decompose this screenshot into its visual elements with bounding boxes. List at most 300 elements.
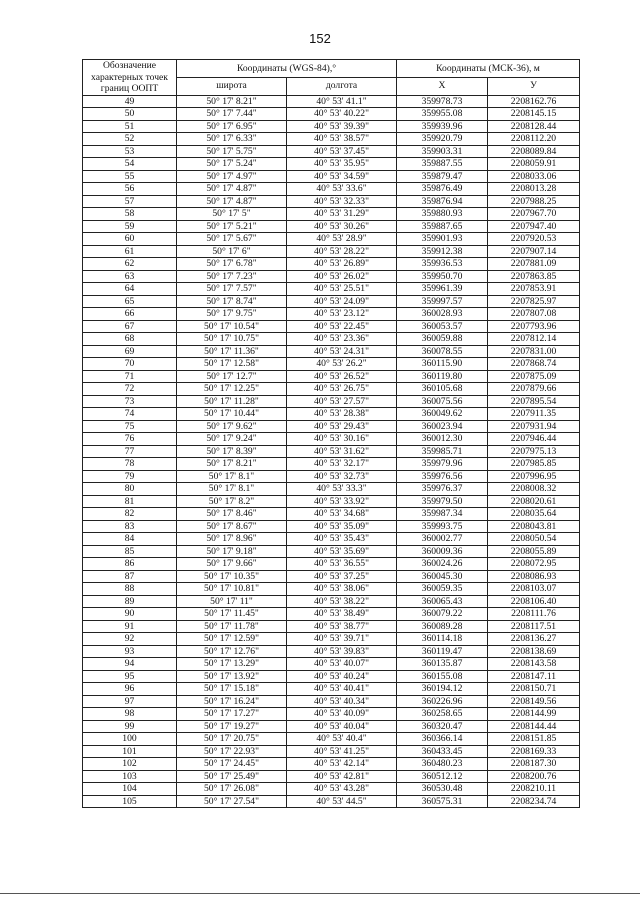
table-row <box>83 308 580 321</box>
x-coordinate-cell: 359976.56 <box>397 470 488 483</box>
x-coordinate-cell: 359880.93 <box>397 208 488 221</box>
page-number: 152 <box>309 31 331 46</box>
latitude-cell: 50° 17' 8.67" <box>177 520 287 533</box>
point-number-cell: 58 <box>83 208 177 221</box>
point-number-cell: 78 <box>83 458 177 471</box>
y-coordinate-cell: 2207895.54 <box>488 395 580 408</box>
latitude-cell: 50° 17' 12.7" <box>177 370 287 383</box>
latitude-cell: 50° 17' 8.39" <box>177 445 287 458</box>
x-coordinate-cell: 360575.31 <box>397 795 488 808</box>
table-row <box>83 745 580 758</box>
x-coordinate-cell: 360119.47 <box>397 645 488 658</box>
latitude-cell: 50° 17' 26.08" <box>177 783 287 796</box>
point-number-cell: 95 <box>83 670 177 683</box>
longitude-cell: 40° 53' 27.57" <box>287 395 397 408</box>
point-number-cell: 79 <box>83 470 177 483</box>
point-number-cell: 93 <box>83 645 177 658</box>
page-bottom-divider <box>0 893 640 894</box>
x-coordinate-cell: 359901.93 <box>397 233 488 246</box>
point-number-cell: 104 <box>83 783 177 796</box>
longitude-cell: 40° 53' 32.33" <box>287 195 397 208</box>
x-coordinate-cell: 359955.08 <box>397 108 488 121</box>
x-coordinate-cell: 359879.47 <box>397 170 488 183</box>
y-coordinate-cell: 2208033.06 <box>488 170 580 183</box>
table-row <box>83 120 580 133</box>
point-number-cell: 53 <box>83 145 177 158</box>
latitude-cell: 50° 17' 11.28" <box>177 395 287 408</box>
table-header <box>83 60 580 96</box>
longitude-cell: 40° 53' 35.95" <box>287 158 397 171</box>
point-number-cell: 74 <box>83 408 177 421</box>
x-coordinate-cell: 359912.38 <box>397 245 488 258</box>
table-row <box>83 708 580 721</box>
longitude-cell: 40° 53' 35.69" <box>287 545 397 558</box>
table-row <box>83 795 580 808</box>
longitude-cell: 40° 53' 23.12" <box>287 308 397 321</box>
point-number-cell: 56 <box>83 183 177 196</box>
table-row <box>83 545 580 558</box>
table-row <box>83 158 580 171</box>
longitude-cell: 40° 53' 31.62" <box>287 445 397 458</box>
longitude-cell: 40° 53' 34.59" <box>287 170 397 183</box>
y-coordinate-cell: 2207920.53 <box>488 233 580 246</box>
latitude-cell: 50° 17' 9.18" <box>177 545 287 558</box>
y-coordinate-cell: 2208103.07 <box>488 583 580 596</box>
latitude-cell: 50° 17' 7.44" <box>177 108 287 121</box>
longitude-cell: 40° 53' 29.43" <box>287 420 397 433</box>
longitude-cell: 40° 53' 36.55" <box>287 558 397 571</box>
x-coordinate-cell: 359987.34 <box>397 508 488 521</box>
point-number-cell: 59 <box>83 220 177 233</box>
table-row <box>83 283 580 296</box>
latitude-cell: 50° 17' 16.24" <box>177 695 287 708</box>
x-coordinate-cell: 359887.65 <box>397 220 488 233</box>
point-number-cell: 97 <box>83 695 177 708</box>
header-designation: Обозначение характерных точек границ ООПТ <box>83 60 177 96</box>
latitude-cell: 50° 17' 12.25" <box>177 383 287 396</box>
x-coordinate-cell: 359997.57 <box>397 295 488 308</box>
table-row <box>83 495 580 508</box>
longitude-cell: 40° 53' 37.25" <box>287 570 397 583</box>
table-row <box>83 183 580 196</box>
x-coordinate-cell: 359979.50 <box>397 495 488 508</box>
latitude-cell: 50° 17' 7.57" <box>177 283 287 296</box>
y-coordinate-cell: 2207985.85 <box>488 458 580 471</box>
x-coordinate-cell: 360045.30 <box>397 570 488 583</box>
x-coordinate-cell: 359903.31 <box>397 145 488 158</box>
table-row <box>83 433 580 446</box>
latitude-cell: 50° 17' 7.23" <box>177 270 287 283</box>
x-coordinate-cell: 360194.12 <box>397 683 488 696</box>
longitude-cell: 40° 53' 35.43" <box>287 533 397 546</box>
table-row <box>83 420 580 433</box>
point-number-cell: 72 <box>83 383 177 396</box>
table-row <box>83 520 580 533</box>
table-row <box>83 470 580 483</box>
latitude-cell: 50° 17' 8.96" <box>177 533 287 546</box>
latitude-cell: 50° 17' 10.81" <box>177 583 287 596</box>
longitude-cell: 40° 53' 40.34" <box>287 695 397 708</box>
point-number-cell: 67 <box>83 320 177 333</box>
y-coordinate-cell: 2208072.95 <box>488 558 580 571</box>
longitude-cell: 40° 53' 40.4" <box>287 733 397 746</box>
longitude-cell: 40° 53' 40.24" <box>287 670 397 683</box>
latitude-cell: 50° 17' 20.75" <box>177 733 287 746</box>
y-coordinate-cell: 2207947.40 <box>488 220 580 233</box>
table-row <box>83 333 580 346</box>
point-number-cell: 88 <box>83 583 177 596</box>
longitude-cell: 40° 53' 38.77" <box>287 620 397 633</box>
point-number-cell: 70 <box>83 358 177 371</box>
table-row <box>83 358 580 371</box>
y-coordinate-cell: 2208020.61 <box>488 495 580 508</box>
y-coordinate-cell: 2207881.09 <box>488 258 580 271</box>
longitude-cell: 40° 53' 42.81" <box>287 770 397 783</box>
y-coordinate-cell: 2208169.33 <box>488 745 580 758</box>
x-coordinate-cell: 359887.55 <box>397 158 488 171</box>
y-coordinate-cell: 2208117.51 <box>488 620 580 633</box>
y-coordinate-cell: 2208136.27 <box>488 633 580 646</box>
y-coordinate-cell: 2207988.25 <box>488 195 580 208</box>
table-row <box>83 95 580 108</box>
latitude-cell: 50° 17' 5.67" <box>177 233 287 246</box>
latitude-cell: 50° 17' 10.35" <box>177 570 287 583</box>
x-coordinate-cell: 360059.88 <box>397 333 488 346</box>
y-coordinate-cell: 2208210.11 <box>488 783 580 796</box>
y-coordinate-cell: 2208086.93 <box>488 570 580 583</box>
point-number-cell: 65 <box>83 295 177 308</box>
latitude-cell: 50° 17' 10.75" <box>177 333 287 346</box>
table-row <box>83 445 580 458</box>
longitude-cell: 40° 53' 39.83" <box>287 645 397 658</box>
header-x: Х <box>397 77 488 95</box>
table-row <box>83 645 580 658</box>
longitude-cell: 40° 53' 30.26" <box>287 220 397 233</box>
y-coordinate-cell: 2208055.89 <box>488 545 580 558</box>
latitude-cell: 50° 17' 8.1" <box>177 483 287 496</box>
y-coordinate-cell: 2207831.00 <box>488 345 580 358</box>
longitude-cell: 40° 53' 38.57" <box>287 133 397 146</box>
table-row <box>83 658 580 671</box>
table-row <box>83 220 580 233</box>
x-coordinate-cell: 359939.96 <box>397 120 488 133</box>
header-y: У <box>488 77 580 95</box>
longitude-cell: 40° 53' 33.3" <box>287 483 397 496</box>
point-number-cell: 102 <box>83 758 177 771</box>
latitude-cell: 50° 17' 5.21" <box>177 220 287 233</box>
point-number-cell: 61 <box>83 245 177 258</box>
longitude-cell: 40° 53' 28.22" <box>287 245 397 258</box>
y-coordinate-cell: 2207793.96 <box>488 320 580 333</box>
latitude-cell: 50° 17' 19.27" <box>177 720 287 733</box>
latitude-cell: 50° 17' 6" <box>177 245 287 258</box>
latitude-cell: 50° 17' 10.44" <box>177 408 287 421</box>
latitude-cell: 50° 17' 13.29" <box>177 658 287 671</box>
table-row <box>83 195 580 208</box>
table-row <box>83 483 580 496</box>
latitude-cell: 50° 17' 11.45" <box>177 608 287 621</box>
latitude-cell: 50° 17' 9.62" <box>177 420 287 433</box>
longitude-cell: 40° 53' 31.29" <box>287 208 397 221</box>
longitude-cell: 40° 53' 44.5" <box>287 795 397 808</box>
table-row <box>83 508 580 521</box>
latitude-cell: 50° 17' 5" <box>177 208 287 221</box>
latitude-cell: 50° 17' 4.87" <box>177 195 287 208</box>
x-coordinate-cell: 360023.94 <box>397 420 488 433</box>
longitude-cell: 40° 53' 35.09" <box>287 520 397 533</box>
table-row <box>83 395 580 408</box>
latitude-cell: 50° 17' 12.76" <box>177 645 287 658</box>
longitude-cell: 40° 53' 26.52" <box>287 370 397 383</box>
longitude-cell: 40° 53' 40.07" <box>287 658 397 671</box>
y-coordinate-cell: 2207812.14 <box>488 333 580 346</box>
y-coordinate-cell: 2207825.97 <box>488 295 580 308</box>
y-coordinate-cell: 2207911.35 <box>488 408 580 421</box>
longitude-cell: 40° 53' 40.04" <box>287 720 397 733</box>
point-number-cell: 82 <box>83 508 177 521</box>
table-row <box>83 583 580 596</box>
latitude-cell: 50° 17' 4.97" <box>177 170 287 183</box>
latitude-cell: 50° 17' 5.75" <box>177 145 287 158</box>
x-coordinate-cell: 360012.30 <box>397 433 488 446</box>
table-row <box>83 570 580 583</box>
x-coordinate-cell: 360135.87 <box>397 658 488 671</box>
y-coordinate-cell: 2207853.91 <box>488 283 580 296</box>
x-coordinate-cell: 360059.35 <box>397 583 488 596</box>
longitude-cell: 40° 53' 38.06" <box>287 583 397 596</box>
y-coordinate-cell: 2208138.69 <box>488 645 580 658</box>
latitude-cell: 50° 17' 8.74" <box>177 295 287 308</box>
table-row <box>83 558 580 571</box>
latitude-cell: 50° 17' 8.1" <box>177 470 287 483</box>
point-number-cell: 77 <box>83 445 177 458</box>
point-number-cell: 55 <box>83 170 177 183</box>
y-coordinate-cell: 2208162.76 <box>488 95 580 108</box>
table-row <box>83 145 580 158</box>
point-number-cell: 54 <box>83 158 177 171</box>
table-row <box>83 783 580 796</box>
table-row <box>83 133 580 146</box>
longitude-cell: 40° 53' 22.45" <box>287 320 397 333</box>
latitude-cell: 50° 17' 15.18" <box>177 683 287 696</box>
x-coordinate-cell: 360105.68 <box>397 383 488 396</box>
longitude-cell: 40° 53' 37.45" <box>287 145 397 158</box>
point-number-cell: 69 <box>83 345 177 358</box>
table-row <box>83 720 580 733</box>
point-number-cell: 64 <box>83 283 177 296</box>
y-coordinate-cell: 2208043.81 <box>488 520 580 533</box>
y-coordinate-cell: 2207807.08 <box>488 308 580 321</box>
point-number-cell: 62 <box>83 258 177 271</box>
y-coordinate-cell: 2208144.99 <box>488 708 580 721</box>
longitude-cell: 40° 53' 30.16" <box>287 433 397 446</box>
point-number-cell: 100 <box>83 733 177 746</box>
longitude-cell: 40° 53' 34.68" <box>287 508 397 521</box>
x-coordinate-cell: 359876.94 <box>397 195 488 208</box>
table-row <box>83 320 580 333</box>
longitude-cell: 40° 53' 38.22" <box>287 595 397 608</box>
table-row <box>83 370 580 383</box>
x-coordinate-cell: 360512.12 <box>397 770 488 783</box>
table-row <box>83 695 580 708</box>
x-coordinate-cell: 359993.75 <box>397 520 488 533</box>
y-coordinate-cell: 2207967.70 <box>488 208 580 221</box>
latitude-cell: 50° 17' 10.54" <box>177 320 287 333</box>
y-coordinate-cell: 2207875.09 <box>488 370 580 383</box>
longitude-cell: 40° 53' 40.41" <box>287 683 397 696</box>
x-coordinate-cell: 360028.93 <box>397 308 488 321</box>
x-coordinate-cell: 359950.70 <box>397 270 488 283</box>
x-coordinate-cell: 360226.96 <box>397 695 488 708</box>
table-row <box>83 620 580 633</box>
latitude-cell: 50° 17' 9.66" <box>177 558 287 571</box>
table-row <box>83 233 580 246</box>
latitude-cell: 50° 17' 27.54" <box>177 795 287 808</box>
longitude-cell: 40° 53' 41.1" <box>287 95 397 108</box>
longitude-cell: 40° 53' 26.02" <box>287 270 397 283</box>
table-row <box>83 270 580 283</box>
point-number-cell: 60 <box>83 233 177 246</box>
table-row <box>83 258 580 271</box>
table-row <box>83 345 580 358</box>
table-row <box>83 408 580 421</box>
point-number-cell: 84 <box>83 533 177 546</box>
latitude-cell: 50° 17' 8.46" <box>177 508 287 521</box>
longitude-cell: 40° 53' 33.6" <box>287 183 397 196</box>
latitude-cell: 50° 17' 13.92" <box>177 670 287 683</box>
y-coordinate-cell: 2208112.20 <box>488 133 580 146</box>
table-row <box>83 770 580 783</box>
point-number-cell: 98 <box>83 708 177 721</box>
point-number-cell: 75 <box>83 420 177 433</box>
x-coordinate-cell: 360114.18 <box>397 633 488 646</box>
latitude-cell: 50° 17' 6.78" <box>177 258 287 271</box>
point-number-cell: 105 <box>83 795 177 808</box>
latitude-cell: 50° 17' 8.21" <box>177 458 287 471</box>
point-number-cell: 81 <box>83 495 177 508</box>
point-number-cell: 91 <box>83 620 177 633</box>
latitude-cell: 50° 17' 5.24" <box>177 158 287 171</box>
y-coordinate-cell: 2207863.85 <box>488 270 580 283</box>
header-wgs-group: Координаты (WGS-84),° <box>177 60 397 78</box>
longitude-cell: 40° 53' 28.38" <box>287 408 397 421</box>
point-number-cell: 50 <box>83 108 177 121</box>
point-number-cell: 52 <box>83 133 177 146</box>
point-number-cell: 63 <box>83 270 177 283</box>
x-coordinate-cell: 360065.43 <box>397 595 488 608</box>
y-coordinate-cell: 2208013.28 <box>488 183 580 196</box>
table-row <box>83 383 580 396</box>
x-coordinate-cell: 360155.08 <box>397 670 488 683</box>
y-coordinate-cell: 2208106.40 <box>488 595 580 608</box>
point-number-cell: 83 <box>83 520 177 533</box>
longitude-cell: 40° 53' 33.92" <box>287 495 397 508</box>
longitude-cell: 40° 53' 40.22" <box>287 108 397 121</box>
x-coordinate-cell: 360320.47 <box>397 720 488 733</box>
longitude-cell: 40° 53' 26.75" <box>287 383 397 396</box>
table-row <box>83 108 580 121</box>
point-number-cell: 66 <box>83 308 177 321</box>
x-coordinate-cell: 359985.71 <box>397 445 488 458</box>
y-coordinate-cell: 2208187.30 <box>488 758 580 771</box>
latitude-cell: 50° 17' 25.49" <box>177 770 287 783</box>
longitude-cell: 40° 53' 23.36" <box>287 333 397 346</box>
y-coordinate-cell: 2208050.54 <box>488 533 580 546</box>
latitude-cell: 50° 17' 6.95" <box>177 120 287 133</box>
latitude-cell: 50° 17' 11.78" <box>177 620 287 633</box>
latitude-cell: 50° 17' 6.33" <box>177 133 287 146</box>
point-number-cell: 68 <box>83 333 177 346</box>
longitude-cell: 40° 53' 38.49" <box>287 608 397 621</box>
longitude-cell: 40° 53' 32.73" <box>287 470 397 483</box>
y-coordinate-cell: 2208144.44 <box>488 720 580 733</box>
latitude-cell: 50° 17' 4.87" <box>177 183 287 196</box>
point-number-cell: 87 <box>83 570 177 583</box>
y-coordinate-cell: 2207946.44 <box>488 433 580 446</box>
x-coordinate-cell: 359920.79 <box>397 133 488 146</box>
point-number-cell: 49 <box>83 95 177 108</box>
x-coordinate-cell: 360480.23 <box>397 758 488 771</box>
point-number-cell: 94 <box>83 658 177 671</box>
table-row <box>83 295 580 308</box>
y-coordinate-cell: 2208008.32 <box>488 483 580 496</box>
longitude-cell: 40° 53' 41.25" <box>287 745 397 758</box>
latitude-cell: 50° 17' 9.75" <box>177 308 287 321</box>
longitude-cell: 40° 53' 25.51" <box>287 283 397 296</box>
point-number-cell: 85 <box>83 545 177 558</box>
y-coordinate-cell: 2208143.58 <box>488 658 580 671</box>
latitude-cell: 50° 17' 12.59" <box>177 633 287 646</box>
y-coordinate-cell: 2207975.13 <box>488 445 580 458</box>
y-coordinate-cell: 2207907.14 <box>488 245 580 258</box>
y-coordinate-cell: 2208150.71 <box>488 683 580 696</box>
latitude-cell: 50° 17' 22.93" <box>177 745 287 758</box>
header-row-groups <box>83 60 580 78</box>
latitude-cell: 50° 17' 11.36" <box>177 345 287 358</box>
longitude-cell: 40° 53' 39.71" <box>287 633 397 646</box>
point-number-cell: 89 <box>83 595 177 608</box>
x-coordinate-cell: 359979.96 <box>397 458 488 471</box>
table-row <box>83 208 580 221</box>
x-coordinate-cell: 359936.53 <box>397 258 488 271</box>
latitude-cell: 50° 17' 9.24" <box>177 433 287 446</box>
table-body <box>83 95 580 808</box>
point-number-cell: 96 <box>83 683 177 696</box>
y-coordinate-cell: 2208145.15 <box>488 108 580 121</box>
x-coordinate-cell: 359976.37 <box>397 483 488 496</box>
longitude-cell: 40° 53' 26.2" <box>287 358 397 371</box>
y-coordinate-cell: 2208111.76 <box>488 608 580 621</box>
point-number-cell: 90 <box>83 608 177 621</box>
y-coordinate-cell: 2208128.44 <box>488 120 580 133</box>
x-coordinate-cell: 360115.90 <box>397 358 488 371</box>
longitude-cell: 40° 53' 28.9" <box>287 233 397 246</box>
latitude-cell: 50° 17' 12.58" <box>177 358 287 371</box>
point-number-cell: 71 <box>83 370 177 383</box>
table-row <box>83 733 580 746</box>
x-coordinate-cell: 360053.57 <box>397 320 488 333</box>
point-number-cell: 101 <box>83 745 177 758</box>
y-coordinate-cell: 2208035.64 <box>488 508 580 521</box>
table-row <box>83 245 580 258</box>
y-coordinate-cell: 2208059.91 <box>488 158 580 171</box>
longitude-cell: 40° 53' 32.17" <box>287 458 397 471</box>
x-coordinate-cell: 360433.45 <box>397 745 488 758</box>
x-coordinate-cell: 360366.14 <box>397 733 488 746</box>
latitude-cell: 50° 17' 17.27" <box>177 708 287 721</box>
latitude-cell: 50° 17' 8.21" <box>177 95 287 108</box>
x-coordinate-cell: 360075.56 <box>397 395 488 408</box>
